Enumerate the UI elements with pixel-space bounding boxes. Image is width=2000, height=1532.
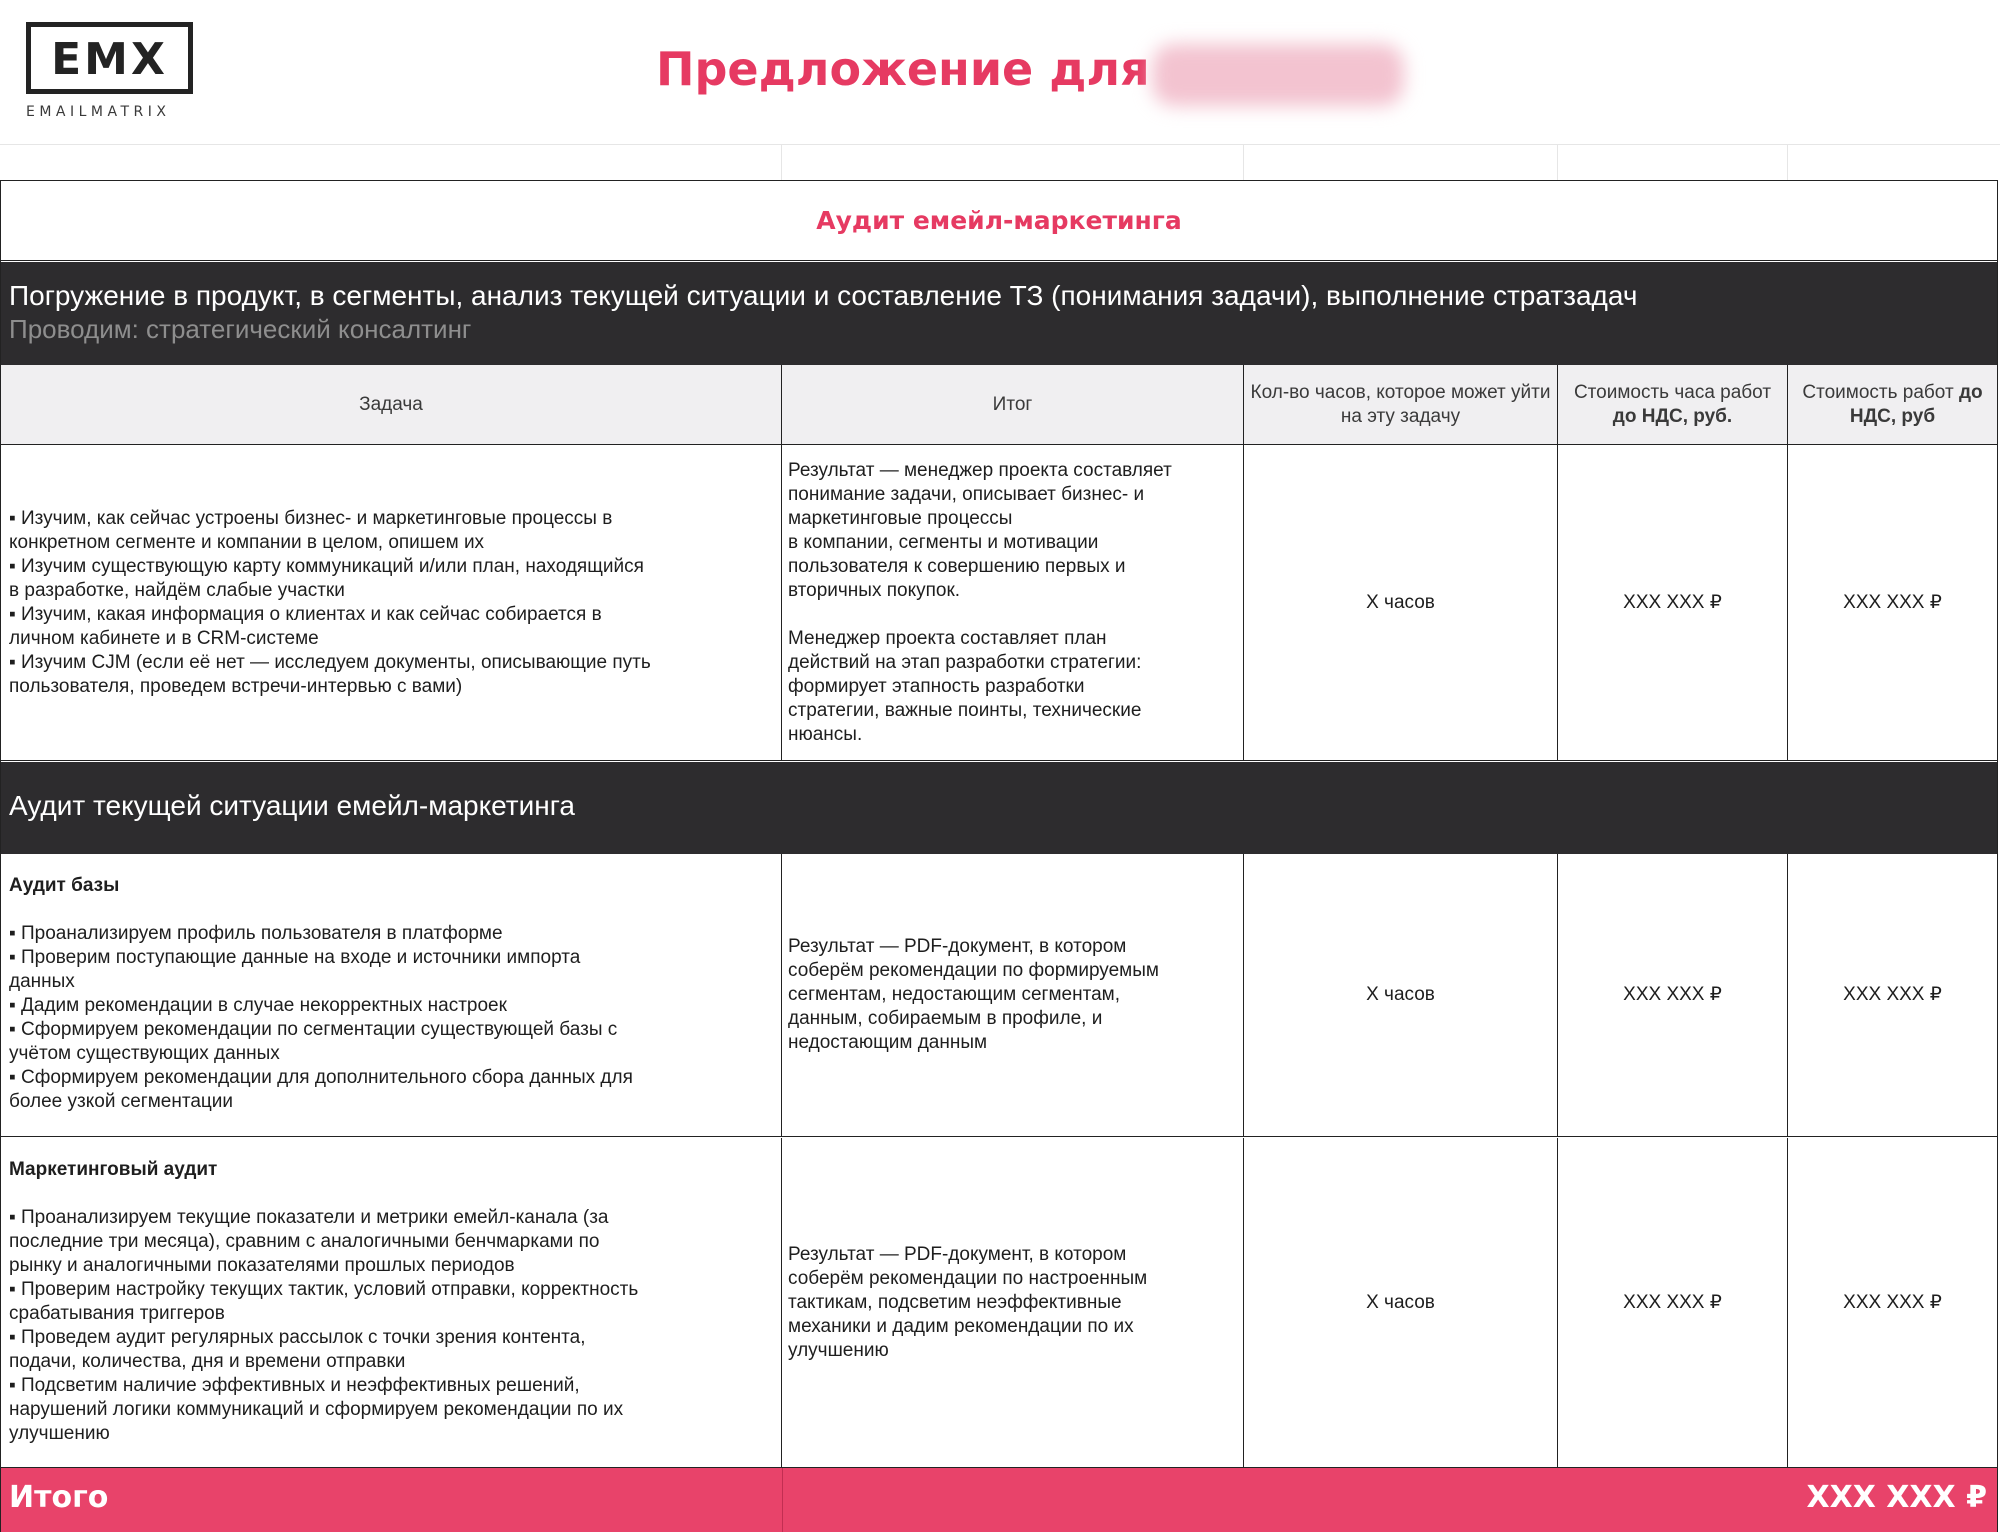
task-line: улучшению (9, 1423, 110, 1444)
col-hours (1244, 365, 1558, 444)
task-line: ▪ Подсветим наличие эффективных и неэффективных решений, (9, 1375, 580, 1396)
task-line: пользователя, проведем встречи-интервью с вами) (9, 675, 463, 697)
hours-cell: Х часов (1244, 854, 1558, 1136)
col-rate (1558, 365, 1788, 444)
spacer-row (0, 144, 2000, 180)
result-line: нюансы. (788, 723, 863, 745)
table-row (1, 1138, 1997, 1468)
table-row (1, 854, 1997, 1137)
result-line: маркетинговые процессы (788, 507, 1013, 529)
col-task: Задача (1, 365, 782, 444)
logo (26, 22, 193, 94)
col-rate-label: Стоимость часа работ (1573, 381, 1772, 403)
result-line: соберём рекомендации по настроенным (788, 1267, 1148, 1289)
total-value: ХХХ ХХХ ₽ (1806, 1480, 1987, 1515)
spacer (788, 603, 1237, 627)
proposal-table (0, 180, 1998, 1532)
task-cell (1, 445, 782, 760)
task-heading: Маркетинговый аудит (9, 1159, 218, 1180)
task-line: более узкой сегментации (9, 1091, 234, 1112)
task-line: рынку и аналогичными показателями прошлых периодов (9, 1255, 515, 1276)
result-line: вторичных покупок. (788, 579, 961, 601)
rate-cell: ХХХ ХХХ ₽ (1558, 1138, 1788, 1467)
task-line: личном кабинете и в CRM-системе (9, 627, 319, 649)
task-line: в разработке, найдём слабые участки (9, 579, 345, 601)
hours-cell: Х часов (1244, 445, 1558, 760)
task-line: ▪ Дадим рекомендации в случае некорректных настроек (9, 995, 507, 1016)
task-line: ▪ Проверим поступающие данные на входе и источники импорта (9, 947, 581, 968)
cost-cell: ХХХ ХХХ ₽ (1843, 984, 1942, 1005)
result-line: пользователя к совершению первых и (788, 555, 1126, 577)
col-result: Итог (782, 365, 1244, 444)
task-heading: Аудит базы (9, 875, 120, 896)
task-line: конкретном сегменте и компании в целом, опишем их (9, 531, 485, 553)
task-line: данных (9, 971, 75, 992)
col-cost-vat: до НДС, руб (1849, 381, 1983, 427)
stage-title: Погружение в продукт, в сегменты, анализ текущей ситуации и составление ТЗ (понимания задачи), выполнение стратзадач (9, 280, 1638, 311)
col-cost (1788, 365, 1997, 444)
task-line: нарушений логики коммуникаций и сформируем рекомендации по их (9, 1399, 624, 1420)
stage-band-2 (1, 762, 1997, 854)
result-line: данным, собираемым в профиле, и (788, 1008, 1103, 1029)
task-line: учётом существующих данных (9, 1043, 280, 1064)
logo-text: EMX (51, 34, 168, 85)
result-line: сегментам, недостающим сегментам, (788, 984, 1120, 1005)
col-hours-label: Кол-во часов, которое может уйти на эту задачу (1250, 381, 1551, 427)
task-line: срабатывания триггеров (9, 1303, 225, 1324)
task-line: последние три месяца), сравним с аналогичными бенчмарками по (9, 1231, 600, 1252)
result-cell (782, 445, 1244, 760)
result-line: стратегии, важные поинты, технические (788, 699, 1142, 721)
rate-cell: ХХХ ХХХ ₽ (1558, 445, 1788, 760)
stage-subtitle: Проводим: стратегический консалтинг (9, 314, 472, 344)
result-line: соберём рекомендации по формируемым (788, 960, 1159, 981)
result-line: тактикам, подсветим неэффективные (788, 1291, 1122, 1313)
result-line: в компании, сегменты и мотивации (788, 531, 1099, 553)
result-line: механики и дадим рекомендации по их (788, 1315, 1134, 1337)
cost-cell: ХХХ ХХХ ₽ (1843, 1291, 1942, 1313)
section-title: Аудит емейл-маркетинга (816, 206, 1182, 235)
grid-line (1243, 144, 1244, 180)
result-line: Результат — менеджер проекта составляет (788, 459, 1172, 481)
hours-cell: Х часов (1244, 1138, 1558, 1467)
task-line: ▪ Проанализируем текущие показатели и метрики емейл-канала (за (9, 1207, 609, 1228)
task-line: ▪ Сформируем рекомендации по сегментации существующей базы с (9, 1019, 618, 1040)
task-cell (1, 854, 782, 1136)
result-line: Менеджер проекта составляет план (788, 627, 1107, 649)
rate-cell: ХХХ ХХХ ₽ (1558, 854, 1788, 1136)
grid-line (1557, 144, 1558, 180)
section-title-row (1, 181, 1997, 261)
total-row (1, 1468, 1997, 1532)
task-cell (1, 1138, 782, 1467)
task-line: ▪ Изучим существующую карту коммуникаций и/или план, находящийся (9, 555, 644, 577)
redacted-client-name (1152, 44, 1404, 106)
task-line: ▪ Изучим, как сейчас устроены бизнес- и маркетинговые процессы в (9, 507, 613, 529)
table-row (1, 445, 1997, 761)
task-line: ▪ Проверим настройку текущих тактик, условий отправки, корректность (9, 1279, 639, 1300)
col-cost-label: Стоимость работ (1802, 381, 1959, 403)
grid-line (781, 144, 782, 180)
task-line: ▪ Проведем аудит регулярных рассылок с точки зрения контента, (9, 1327, 586, 1348)
col-rate-vat: до НДС, руб. (1612, 405, 1733, 427)
result-line: действий на этап разработки стратегии: (788, 651, 1142, 673)
task-line: ▪ Изучим, какая информация о клиентах и как сейчас собирается в (9, 603, 602, 625)
page-title: Предложение для (656, 42, 1150, 96)
table-header (1, 365, 1997, 445)
task-line: ▪ Проанализируем профиль пользователя в платформе (9, 923, 503, 944)
result-line: Результат — PDF-документ, в котором (788, 936, 1127, 957)
result-cell (782, 854, 1244, 1136)
result-line: улучшению (788, 1339, 889, 1361)
result-line: недостающим данным (788, 1032, 988, 1053)
task-line: подачи, количества, дня и времени отправки (9, 1351, 406, 1372)
grid-line (1787, 144, 1788, 180)
task-line: ▪ Изучим CJM (если её нет — исследуем документы, описывающие путь (9, 651, 651, 673)
cost-cell: ХХХ ХХХ ₽ (1843, 591, 1942, 613)
stage-band-1 (1, 262, 1997, 365)
result-line: формирует этапность разработки (788, 675, 1085, 697)
total-label: Итого (9, 1480, 109, 1515)
task-line: ▪ Сформируем рекомендации для дополнительного сбора данных для (9, 1067, 633, 1088)
logo-subtitle: EMAILMATRIX (26, 104, 171, 120)
result-line: Результат — PDF-документ, в котором (788, 1243, 1127, 1265)
result-line: понимание задачи, описывает бизнес- и (788, 483, 1145, 505)
total-divider (782, 1468, 783, 1532)
result-cell (782, 1138, 1244, 1467)
stage-title: Аудит текущей ситуации емейл-маркетинга (9, 790, 575, 821)
